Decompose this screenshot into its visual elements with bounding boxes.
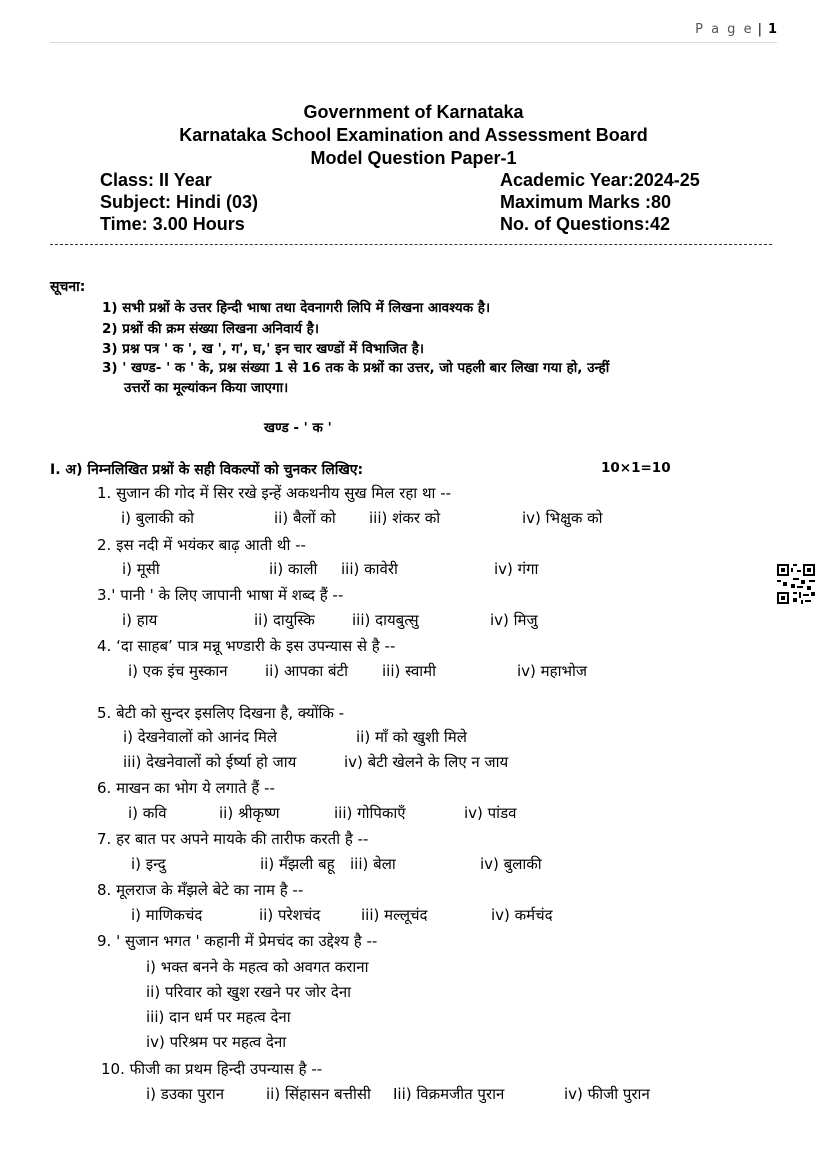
option: ii) मँझली बहू (260, 855, 335, 873)
meta-time: Time: 3.00 Hours (100, 214, 245, 234)
question-1: 1. सुजान की गोद में सिर रखे इन्हें अकथनीय सुख मिल रहा था -- (97, 484, 452, 502)
question-5: 5. बेटी को सुन्दर इसलिए दिखना है, क्योंकि - (97, 704, 345, 722)
meta-academic-year: Academic Year:2024-25 (500, 170, 700, 190)
option: iv) बुलाकी (480, 855, 542, 873)
option: i) डउका पुरान (146, 1085, 225, 1103)
question-7: 7. हर बात पर अपने मायके की तारीफ करती है -- (97, 830, 369, 848)
title-government: Government of Karnataka (303, 102, 524, 122)
option: ii) सिंहासन बत्तीसी (266, 1085, 371, 1103)
page-separator: | (757, 22, 764, 37)
option: ii) बैलों को (274, 509, 336, 527)
option: ii) काली (269, 560, 318, 578)
header-rule (50, 42, 777, 43)
option: iv) मिजु (490, 611, 538, 629)
option: i) हाय (122, 611, 158, 629)
option: iii) गोपिकाएँ (334, 804, 406, 822)
meta-class: Class: II Year (100, 170, 212, 190)
option: i) इन्दु (131, 855, 166, 873)
page-label: P a g e (695, 22, 754, 37)
question-2: 2. इस नदी में भयंकर बाढ़ आती थी -- (97, 536, 306, 554)
option: i) देखनेवालों को आनंद मिले (123, 728, 277, 746)
question-10: 10. फीजी का प्रथम हिन्दी उपन्यास है -- (101, 1060, 323, 1078)
option: i) बुलाकी को (121, 509, 194, 527)
option: ii) दायुस्कि (254, 611, 315, 629)
option: ii) श्रीकृष्ण (219, 804, 280, 822)
option: iv) पांडव (464, 804, 517, 822)
instruction-item: 2) प्रश्नों की क्रम संख्या लिखना अनिवार्य है। (102, 321, 319, 337)
dashed-divider (50, 244, 772, 245)
page-number: 1 (767, 22, 777, 37)
option: iii) शंकर को (369, 509, 441, 527)
question-8: 8. मूलराज के मँझले बेटे का नाम है -- (97, 881, 304, 899)
meta-subject: Subject: Hindi (03) (100, 192, 259, 212)
section-title: खण्ड - ' क ' (264, 420, 332, 436)
option: ii) परेशचंद (259, 906, 321, 924)
question-3: 3.' पानी ' के लिए जापानी भाषा में शब्द हैं -- (97, 586, 344, 604)
question-6: 6. माखन का भोग ये लगाते हैं -- (97, 779, 275, 797)
option: i) कवि (128, 804, 167, 822)
qr-code-icon (777, 564, 815, 604)
option: iv) महाभोज (517, 662, 588, 680)
option: Iii) विक्रमजीत पुरान (393, 1085, 505, 1103)
title-paper: Model Question Paper-1 (310, 148, 517, 168)
title-board: Karnataka School Examination and Assessment Board (179, 125, 648, 145)
option: iv) बेटी खेलने के लिए न जाय (344, 753, 509, 771)
instruction-item: 3) ' खण्ड- ' क ' के, प्रश्न संख्या 1 से 16 तक के प्रश्नों का उत्तर, जो पहली बार लिखा गया हो, उन्हीं (102, 360, 610, 376)
question-9: 9. ' सुजान भगत ' कहानी में प्रेमचंद का उद्देश्य है -- (97, 932, 378, 950)
part-marks: 10×1=10 (601, 460, 671, 476)
question-4: 4. ‘दा साहब’ पात्र मन्नू भण्डारी के इस उपन्यास से है -- (97, 637, 396, 655)
instructions-heading: सूचना: (50, 279, 86, 295)
option: iv) परिश्रम पर महत्व देना (146, 1033, 287, 1051)
meta-max-marks: Maximum Marks :80 (500, 192, 672, 212)
option: iv) फीजी पुरान (564, 1085, 650, 1103)
option: iii) दायबुत्सु (352, 611, 419, 629)
instruction-item: 3) प्रश्न पत्र ' क ', ख ', ग', घ,' इन चार खण्डों में विभाजित है। (102, 341, 425, 357)
option: iv) भिक्षुक को (522, 509, 603, 527)
option: iii) मल्लूचंद (361, 906, 428, 924)
option: i) एक इंच मुस्कान (128, 662, 228, 680)
option: i) माणिकचंद (131, 906, 203, 924)
option: iv) कर्मचंद (491, 906, 553, 924)
instruction-item: 1) सभी प्रश्नों के उत्तर हिन्दी भाषा तथा देवनागरी लिपि में लिखना आवश्यक है। (102, 300, 491, 316)
option: iii) स्वामी (382, 662, 437, 680)
option: iii) कावेरी (341, 560, 398, 578)
option: i) मूसी (122, 560, 160, 578)
option: iv) गंगा (494, 560, 539, 578)
option: iii) बेला (350, 855, 396, 873)
instruction-item: उत्तरों का मूल्यांकन किया जाएगा। (124, 380, 289, 396)
option: ii) आपका बंटी (265, 662, 348, 680)
option: iii) दान धर्म पर महत्व देना (146, 1008, 291, 1026)
option: ii) परिवार को खुश रखने पर जोर देना (146, 983, 352, 1001)
option: i) भक्त बनने के महत्व को अवगत कराना (146, 958, 369, 976)
page-number-label (695, 22, 777, 37)
option: ii) माँ को खुशी मिले (356, 728, 467, 746)
option: iii) देखनेवालों को ईर्ष्या हो जाय (123, 753, 297, 771)
meta-num-questions: No. of Questions:42 (500, 214, 671, 234)
part-heading: I. अ) निम्नलिखित प्रश्नों के सही विकल्पों को चुनकर लिखिए: (50, 462, 364, 478)
